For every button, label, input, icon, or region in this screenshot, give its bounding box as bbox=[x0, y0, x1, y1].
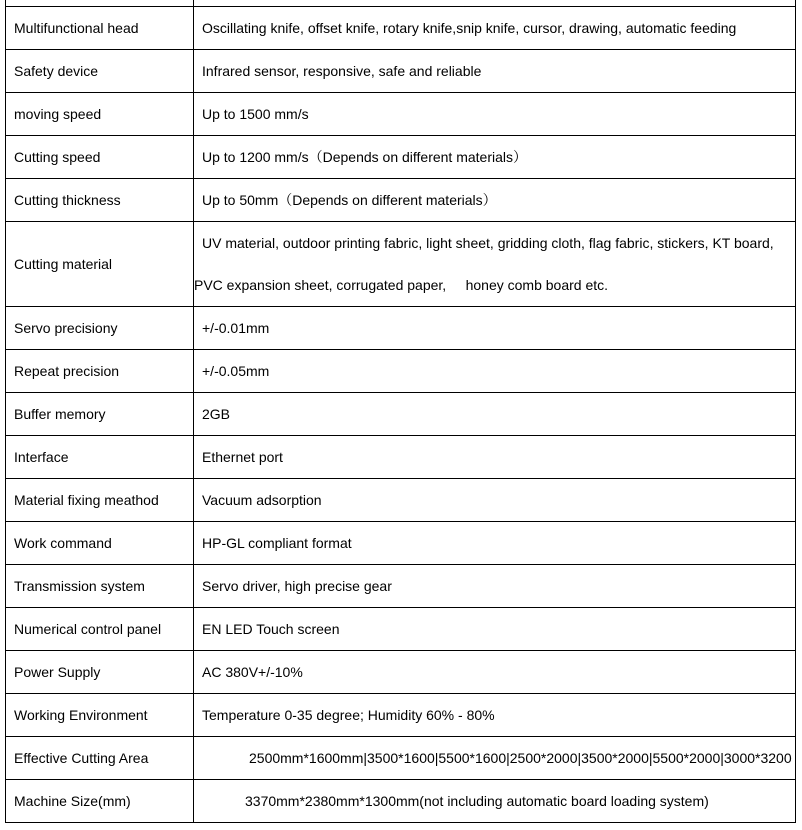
table-row bbox=[6, 179, 796, 222]
table-row bbox=[6, 479, 796, 522]
spec-value: Oscillating knife, offset knife, rotary knife,snip knife, cursor, drawing, automatic feeding bbox=[194, 7, 796, 50]
spec-value: 3370mm*2380mm*1300mm(not including automatic board loading system) bbox=[194, 780, 796, 823]
spec-label: moving speed bbox=[6, 93, 194, 136]
spec-label: Working Environment bbox=[6, 694, 194, 737]
spec-value: 2GB bbox=[194, 393, 796, 436]
table-row bbox=[6, 737, 796, 780]
spec-value: Up to 50mm（Depends on different materials） bbox=[194, 179, 796, 222]
spec-label: Multifunctional head bbox=[6, 7, 194, 50]
spec-label: Machine Size(mm) bbox=[6, 780, 194, 823]
spec-value: Servo driver, high precise gear bbox=[194, 565, 796, 608]
table-row bbox=[6, 694, 796, 737]
spec-value: Up to 1500 mm/s bbox=[194, 93, 796, 136]
spec-label: Numerical control panel bbox=[6, 608, 194, 651]
spec-value: Ethernet port bbox=[194, 436, 796, 479]
table-row bbox=[6, 393, 796, 436]
spec-value: AC 380V+/-10% bbox=[194, 651, 796, 694]
spec-label: Cutting material bbox=[6, 222, 194, 307]
spec-value: Vacuum adsorption bbox=[194, 479, 796, 522]
table-row bbox=[6, 608, 796, 651]
table-row bbox=[6, 7, 796, 50]
spec-label: Power Supply bbox=[6, 651, 194, 694]
spec-label: Repeat precision bbox=[6, 350, 194, 393]
table-row bbox=[6, 222, 796, 307]
table-row bbox=[6, 50, 796, 93]
spec-label: Work command bbox=[6, 522, 194, 565]
spec-label: Interface bbox=[6, 436, 194, 479]
spec-label: Transmission system bbox=[6, 565, 194, 608]
spec-value: 2500mm*1600mm|3500*1600|5500*1600|2500*2000|3500*2000|5500*2000|3000*3200 bbox=[194, 737, 796, 780]
spec-value-line: PVC expansion sheet, corrugated paper, honey comb board etc. bbox=[194, 277, 609, 293]
table-row bbox=[6, 350, 796, 393]
spec-label: Cutting thickness bbox=[6, 179, 194, 222]
table-row bbox=[6, 565, 796, 608]
table-row bbox=[6, 651, 796, 694]
spec-label: Servo precisiony bbox=[6, 307, 194, 350]
spec-value bbox=[194, 222, 796, 307]
spec-value: Up to 1200 mm/s（Depends on different materials） bbox=[194, 136, 796, 179]
table-row bbox=[6, 780, 796, 823]
spec-value: Infrared sensor, responsive, safe and reliable bbox=[194, 50, 796, 93]
table-row bbox=[6, 436, 796, 479]
spec-value: +/-0.05mm bbox=[194, 350, 796, 393]
table-row bbox=[6, 307, 796, 350]
spec-label: Cutting speed bbox=[6, 136, 194, 179]
spec-value: HP-GL compliant format bbox=[194, 522, 796, 565]
table-row bbox=[6, 522, 796, 565]
table-row bbox=[6, 93, 796, 136]
spec-label: Safety device bbox=[6, 50, 194, 93]
spec-label: Material fixing meathod bbox=[6, 479, 194, 522]
spec-value: +/-0.01mm bbox=[194, 307, 796, 350]
spec-value: Temperature 0-35 degree; Humidity 60% - 80% bbox=[194, 694, 796, 737]
spec-label: Effective Cutting Area bbox=[6, 737, 194, 780]
spec-value: EN LED Touch screen bbox=[194, 608, 796, 651]
spec-label: Buffer memory bbox=[6, 393, 194, 436]
table-row bbox=[6, 136, 796, 179]
spec-value-line: UV material, outdoor printing fabric, light sheet, gridding cloth, flag fabric, stickers, KT board, bbox=[202, 235, 774, 251]
spec-table bbox=[5, 0, 796, 823]
